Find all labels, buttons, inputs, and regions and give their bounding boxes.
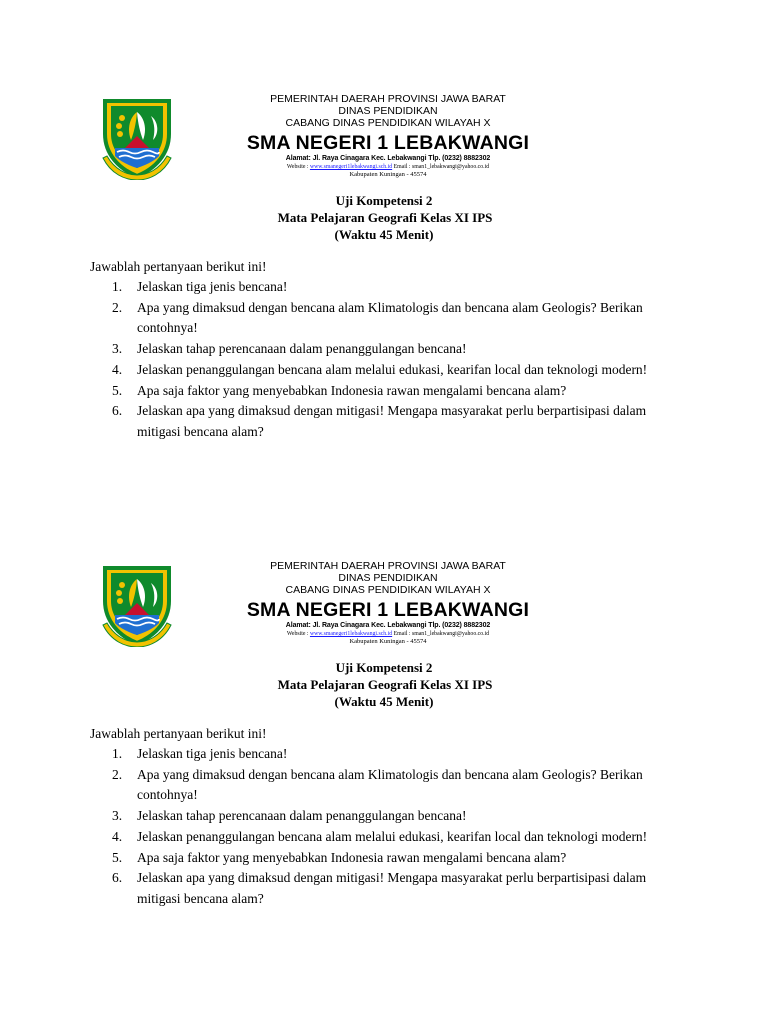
question-text: Jelaskan tiga jenis bencana! (137, 279, 288, 294)
question-text: Apa saja faktor yang menyebabkan Indonesia rawan mengalami bencana alam? (137, 849, 567, 865)
school-address: Alamat: Jl. Raya Cinagara Kec. Lebakwangi Tlp. (0232) 8882302 (285, 622, 491, 629)
regency-postal: Kabupaten Kuningan - 45574 (349, 171, 427, 178)
question-text: Jelaskan apa yang dimaksud dengan mitigasi! Mengapa masyarakat perlu berpartisipasi dalam mitigasi bencana alam? (137, 403, 647, 439)
government-header (210, 560, 566, 596)
email-text: Email : sman1_lebakwangi@yahoo.co.id (392, 631, 490, 637)
gov-line: DINAS PENDIDIKAN (338, 105, 438, 117)
school-address: Alamat: Jl. Raya Cinagara Kec. Lebakwangi Tlp. (0232) 8882302 (285, 155, 491, 162)
question-text: Jelaskan apa yang dimaksud dengan mitigasi! Mengapa masyarakat perlu berpartisipasi dalam mitigasi bencana alam? (137, 870, 647, 906)
instruction-text: Jawablah pertanyaan berikut ini! (90, 726, 267, 741)
question-number: 5. (112, 849, 123, 865)
question-number: 3. (112, 808, 123, 824)
exam-subject: Mata Pelajaran Geografi Kelas XI IPS (277, 210, 493, 225)
question-number: 1. (112, 279, 123, 294)
question-number: 4. (112, 828, 123, 844)
school-name: SMA NEGERI 1 LEBAKWANGI (246, 132, 530, 154)
question-text: Jelaskan tahap perencanaan dalam penanggulangan bencana! (137, 341, 467, 357)
question-text: Jelaskan tahap perencanaan dalam penanggulangan bencana! (137, 808, 467, 824)
regency-postal: Kabupaten Kuningan - 45574 (349, 638, 427, 645)
question-number: 1. (112, 746, 123, 761)
exam-heading (200, 192, 568, 243)
west-java-emblem-icon (101, 96, 173, 180)
gov-line: CABANG DINAS PENDIDIKAN WILAYAH X (285, 117, 491, 129)
exam-duration: (Waktu 45 Menit) (334, 694, 434, 709)
list-item (100, 868, 680, 909)
list-item (100, 827, 680, 848)
list-item (100, 848, 680, 869)
question-number: 2. (112, 766, 123, 782)
exam-title: Uji Kompetensi 2 (335, 193, 433, 208)
question-list (100, 744, 680, 910)
exam-title: Uji Kompetensi 2 (335, 660, 433, 675)
question-number: 6. (112, 403, 123, 419)
exam-section (0, 88, 768, 528)
list-item (100, 401, 680, 442)
contact-line (210, 630, 566, 638)
question-list (100, 277, 680, 443)
question-text: Apa yang dimaksud dengan bencana alam Klimatologis dan bencana alam Geologis? Berikan contohnya! (137, 299, 643, 336)
question-number: 4. (112, 361, 123, 377)
question-text: Jelaskan penanggulangan bencana alam melalui edukasi, kearifan local dan teknologi modern! (137, 361, 648, 377)
exam-subject: Mata Pelajaran Geografi Kelas XI IPS (277, 677, 493, 692)
exam-duration: (Waktu 45 Menit) (334, 227, 434, 242)
question-text: Jelaskan penanggulangan bencana alam melalui edukasi, kearifan local dan teknologi modern! (137, 828, 648, 844)
question-text: Apa yang dimaksud dengan bencana alam Klimatologis dan bencana alam Geologis? Berikan contohnya! (137, 766, 643, 803)
instruction-text: Jawablah pertanyaan berikut ini! (90, 259, 267, 274)
question-number: 2. (112, 299, 123, 315)
list-item (100, 298, 680, 339)
government-header (210, 93, 566, 129)
website-link[interactable]: www.smanegeri1lebakwangi.sch.id (309, 631, 393, 637)
website-label: Website : (286, 631, 310, 637)
list-item (100, 360, 680, 381)
list-item (100, 277, 680, 298)
school-name: SMA NEGERI 1 LEBAKWANGI (246, 599, 530, 621)
gov-line: PEMERINTAH DAERAH PROVINSI JAWA BARAT (270, 560, 506, 572)
gov-line: PEMERINTAH DAERAH PROVINSI JAWA BARAT (270, 93, 506, 105)
west-java-emblem-icon (101, 563, 173, 647)
list-item (100, 806, 680, 827)
question-number: 3. (112, 341, 123, 357)
list-item (100, 744, 680, 765)
gov-line: CABANG DINAS PENDIDIKAN WILAYAH X (285, 584, 491, 596)
question-text: Apa saja faktor yang menyebabkan Indonesia rawan mengalami bencana alam? (137, 382, 567, 398)
gov-line: DINAS PENDIDIKAN (338, 572, 438, 584)
exam-section (0, 555, 768, 995)
question-text: Jelaskan tiga jenis bencana! (137, 746, 288, 761)
website-label: Website : (286, 164, 310, 170)
question-number: 6. (112, 870, 123, 886)
website-link[interactable]: www.smanegeri1lebakwangi.sch.id (309, 164, 393, 170)
list-item (100, 381, 680, 402)
email-text: Email : sman1_lebakwangi@yahoo.co.id (392, 164, 490, 170)
list-item (100, 765, 680, 806)
contact-line (210, 163, 566, 171)
exam-heading (200, 659, 568, 710)
list-item (100, 339, 680, 360)
question-number: 5. (112, 382, 123, 398)
